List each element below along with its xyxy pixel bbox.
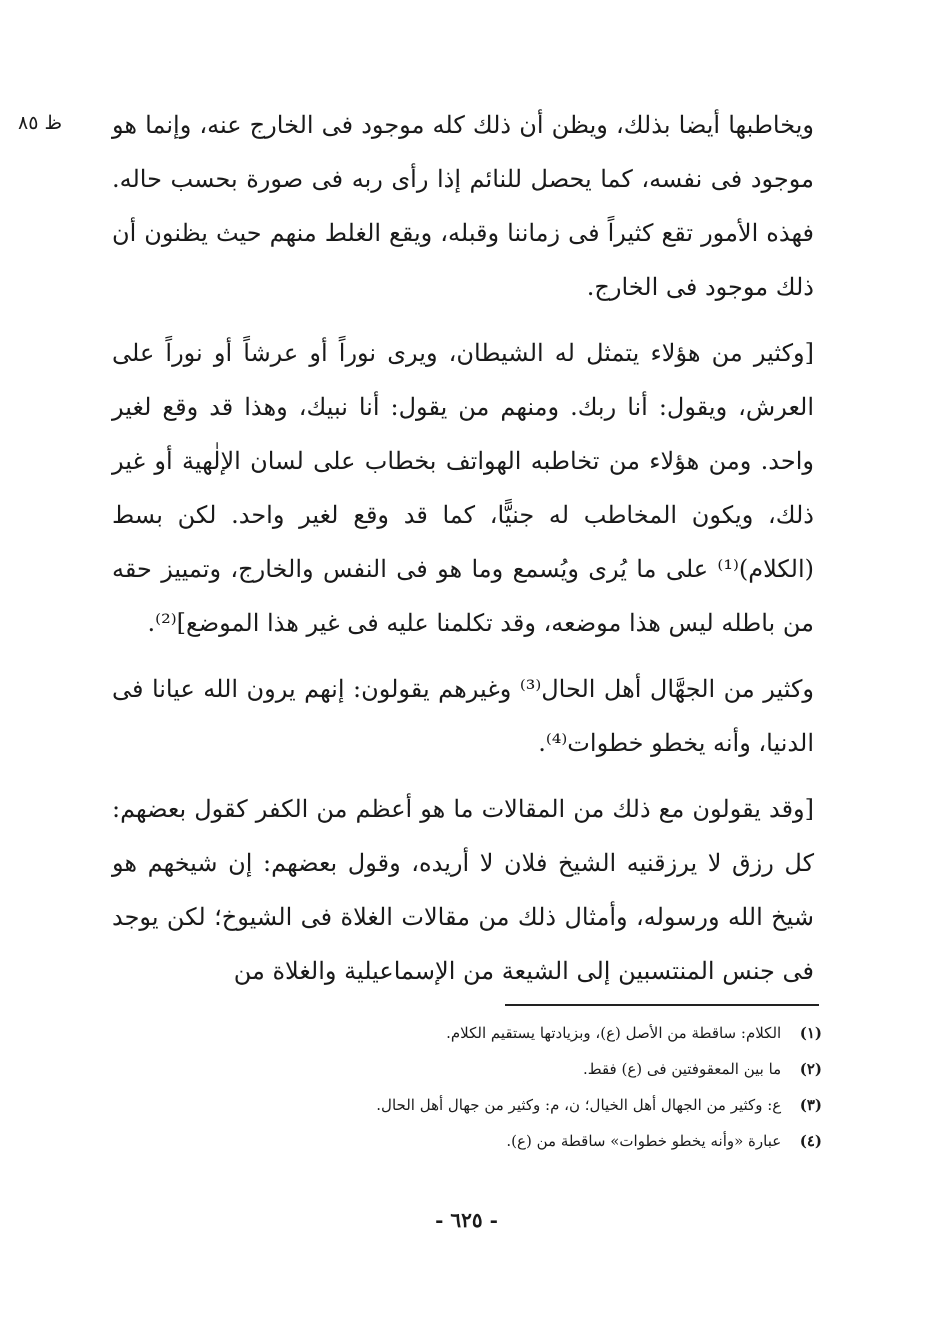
footnotes	[200, 1015, 822, 1159]
footnote-4	[200, 1123, 822, 1159]
footnote-1	[200, 1015, 822, 1051]
footnote-number: (٣)	[799, 1096, 822, 1114]
paragraph-3: وكثير من الجهَّال أهل الحال⁽³⁾ وغيرهم يقولون: إنهم يرون الله عيانا فى الدنيا، وأنه يخطو خطوات⁽⁴⁾.	[112, 675, 814, 757]
footnote-text: ما بين المعقوفتين فى (ع) فقط.	[582, 1060, 782, 1078]
footnote-text: الكلام: ساقطة من الأصل (ع)، وبزيادتها يستقيم الكلام.	[446, 1024, 782, 1042]
footnote-2	[200, 1051, 822, 1087]
footnote-3	[200, 1087, 822, 1123]
page-number: - ٦٢٥ -	[435, 1208, 498, 1232]
paragraph-1: ويخاطبها أيضا بذلك، ويظن أن ذلك كله موجود فى الخارج عنه، وإنما هو موجود فى نفسه، كما يحصل للنائم إذا رأى ربه فى صورة بحسب حاله. فهذه الأمور تقع كثيراً فى زماننا وقبله، ويقع الغلط منهم حيث يظنون أن ذلك موجود فى الخارج.	[112, 111, 814, 301]
footnote-divider	[505, 1004, 819, 1006]
footnote-number: (١)	[799, 1024, 822, 1042]
footnote-text: ع: وكثير من الجهال أهل الخيال؛ ن، م: وكثير من جهال أهل الحال.	[376, 1096, 782, 1114]
footnote-number: (٤)	[799, 1132, 822, 1150]
paragraph-4: [وقد يقولون مع ذلك من المقالات ما هو أعظم من الكفر كقول بعضهم: كل رزق لا يرزقنيه الشيخ فلان لا أريده، وقول بعضهم: إن شيخهم هو شيخ الله ورسوله، وأمثال ذلك من مقالات الغلاة فى الشيوخ؛ لكن يوجد فى جنس المنتسبين إلى الشيعة من الإسماعيلية والغلاة من	[112, 795, 814, 985]
footnote-text: عبارة «وأنه يخطو خطوات» ساقطة من (ع).	[506, 1132, 782, 1150]
paragraph-2: [وكثير من هؤلاء يتمثل له الشيطان، ويرى نوراً أو عرشاً أو نوراً على العرش، ويقول: أنا ربك. ومنهم من يقول: أنا نبيك، وهذا قد وقع لغير واحد. ومن هؤلاء من تخاطبه الهواتف بخطاب على لسان الإلٰهية أو غير ذلك، ويكون المخاطب له جنيًّا، كما قد وقع لغير واحد. لكن بسط (الكلام)⁽¹⁾ على ما يُرى ويُسمع وما هو فى النفس والخارج، وتمييز حقه من باطله ليس هذا موضعه، وقد تكلمنا عليه فى غير هذا الموضع]⁽²⁾.	[112, 339, 814, 637]
manuscript-folio-note: ظ ٨٥	[18, 112, 63, 134]
main-text	[112, 98, 814, 998]
footnote-number: (٢)	[799, 1060, 822, 1078]
